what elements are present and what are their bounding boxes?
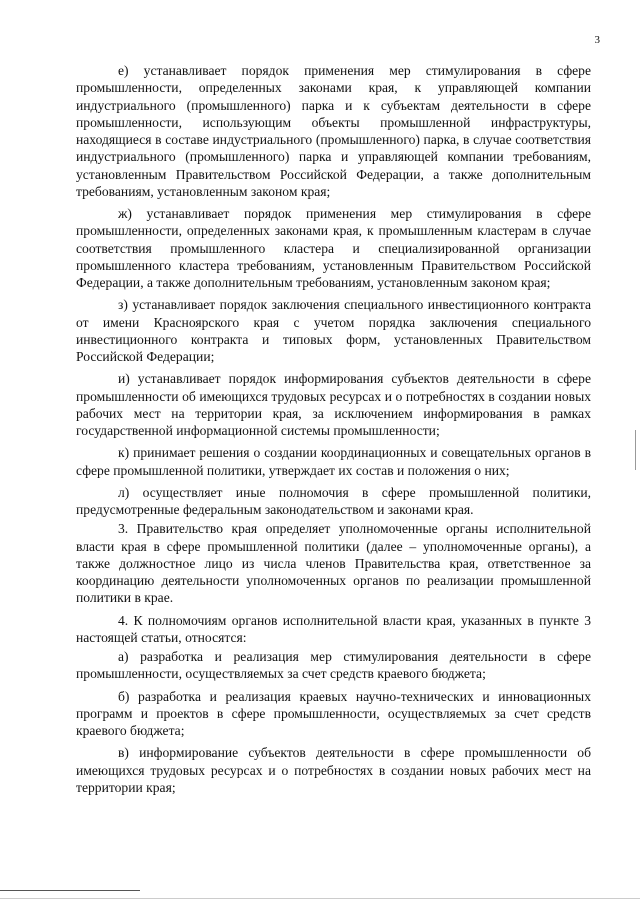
bottom-divider [0, 890, 140, 891]
scan-edge-line [0, 898, 640, 899]
paragraph-k: к) принимает решения о создании координационных и совещательных органов в сфере промышленной политики, утверждает их состав и положения о них; [76, 445, 591, 478]
paragraph-4: 4. К полномочиям органов исполнительной власти края, указанных в пункте 3 настоящей статьи, относятся: [76, 612, 591, 645]
paragraph-l: л) осуществляет иные полномочия в сфере промышленной политики, предусмотренные федеральным законодательством и законами края. [76, 484, 591, 517]
scan-margin-mark [635, 430, 636, 470]
paragraph-3: 3. Правительство края определяет уполномоченные органы исполнительной власти края в сфере промышленной политики (далее – уполномоченные органы), а также должностное лицо из числа членов Правительства края, ответственное за координацию деятельности уполномоченных органов по реализации промышленной политики в крае. [76, 521, 591, 606]
paragraph-i: и) устанавливает порядок информирования субъектов деятельности в сфере промышленности об имеющихся трудовых ресурсах и о потребностях в создании новых рабочих мест на территории края, за исключением информирования в рамках государственной информационной системы промышленности; [76, 371, 591, 438]
paragraph-zh: ж) устанавливает порядок применения мер стимулирования в сфере промышленности, определенных законами края, к промышленным кластерам в случае соответствия промышленного кластера и специализированной организации промышленного кластера требованиям, установленным Правительством Российской Федерации, а также дополнительным требованиям, установленным законом края; [76, 206, 591, 290]
page-number: 3 [594, 34, 600, 46]
paragraph-v: в) информирование субъектов деятельности в сфере промышленности об имеющихся трудовых ресурсах и о потребностях в создании новых рабочих мест на территории края; [76, 745, 591, 795]
paragraph-e: е) устанавливает порядок применения мер стимулирования в сфере промышленности, определенных законами края, к управляющей компании индустриального (промышленного) парка и к субъектам деятельности в сфере промышленности, использующим объекты промышленной инфраструктуры, находящиеся в составе индустриального (промышленного) парка, в случае соответствия индустриального (промышленного) парка и управляющей компании требованиям, установленным Правительством Российской Федерации, а также дополнительным требованиям, установленным законом края; [76, 63, 591, 199]
paragraph-z: з) устанавливает порядок заключения специального инвестиционного контракта от имени Красноярского края с учетом порядка заключения специального инвестиционного контракта и типовых форм, установленных Правительством Российской Федерации; [76, 297, 591, 364]
paragraph-a: а) разработка и реализация мер стимулирования деятельности в сфере промышленности, осуществляемых за счет средств краевого бюджета; [76, 649, 591, 682]
document-body [76, 62, 591, 801]
paragraph-b: б) разработка и реализация краевых научно-технических и инновационных программ и проектов в сфере промышленности, осуществляемых за счет средств краевого бюджета; [76, 688, 591, 738]
